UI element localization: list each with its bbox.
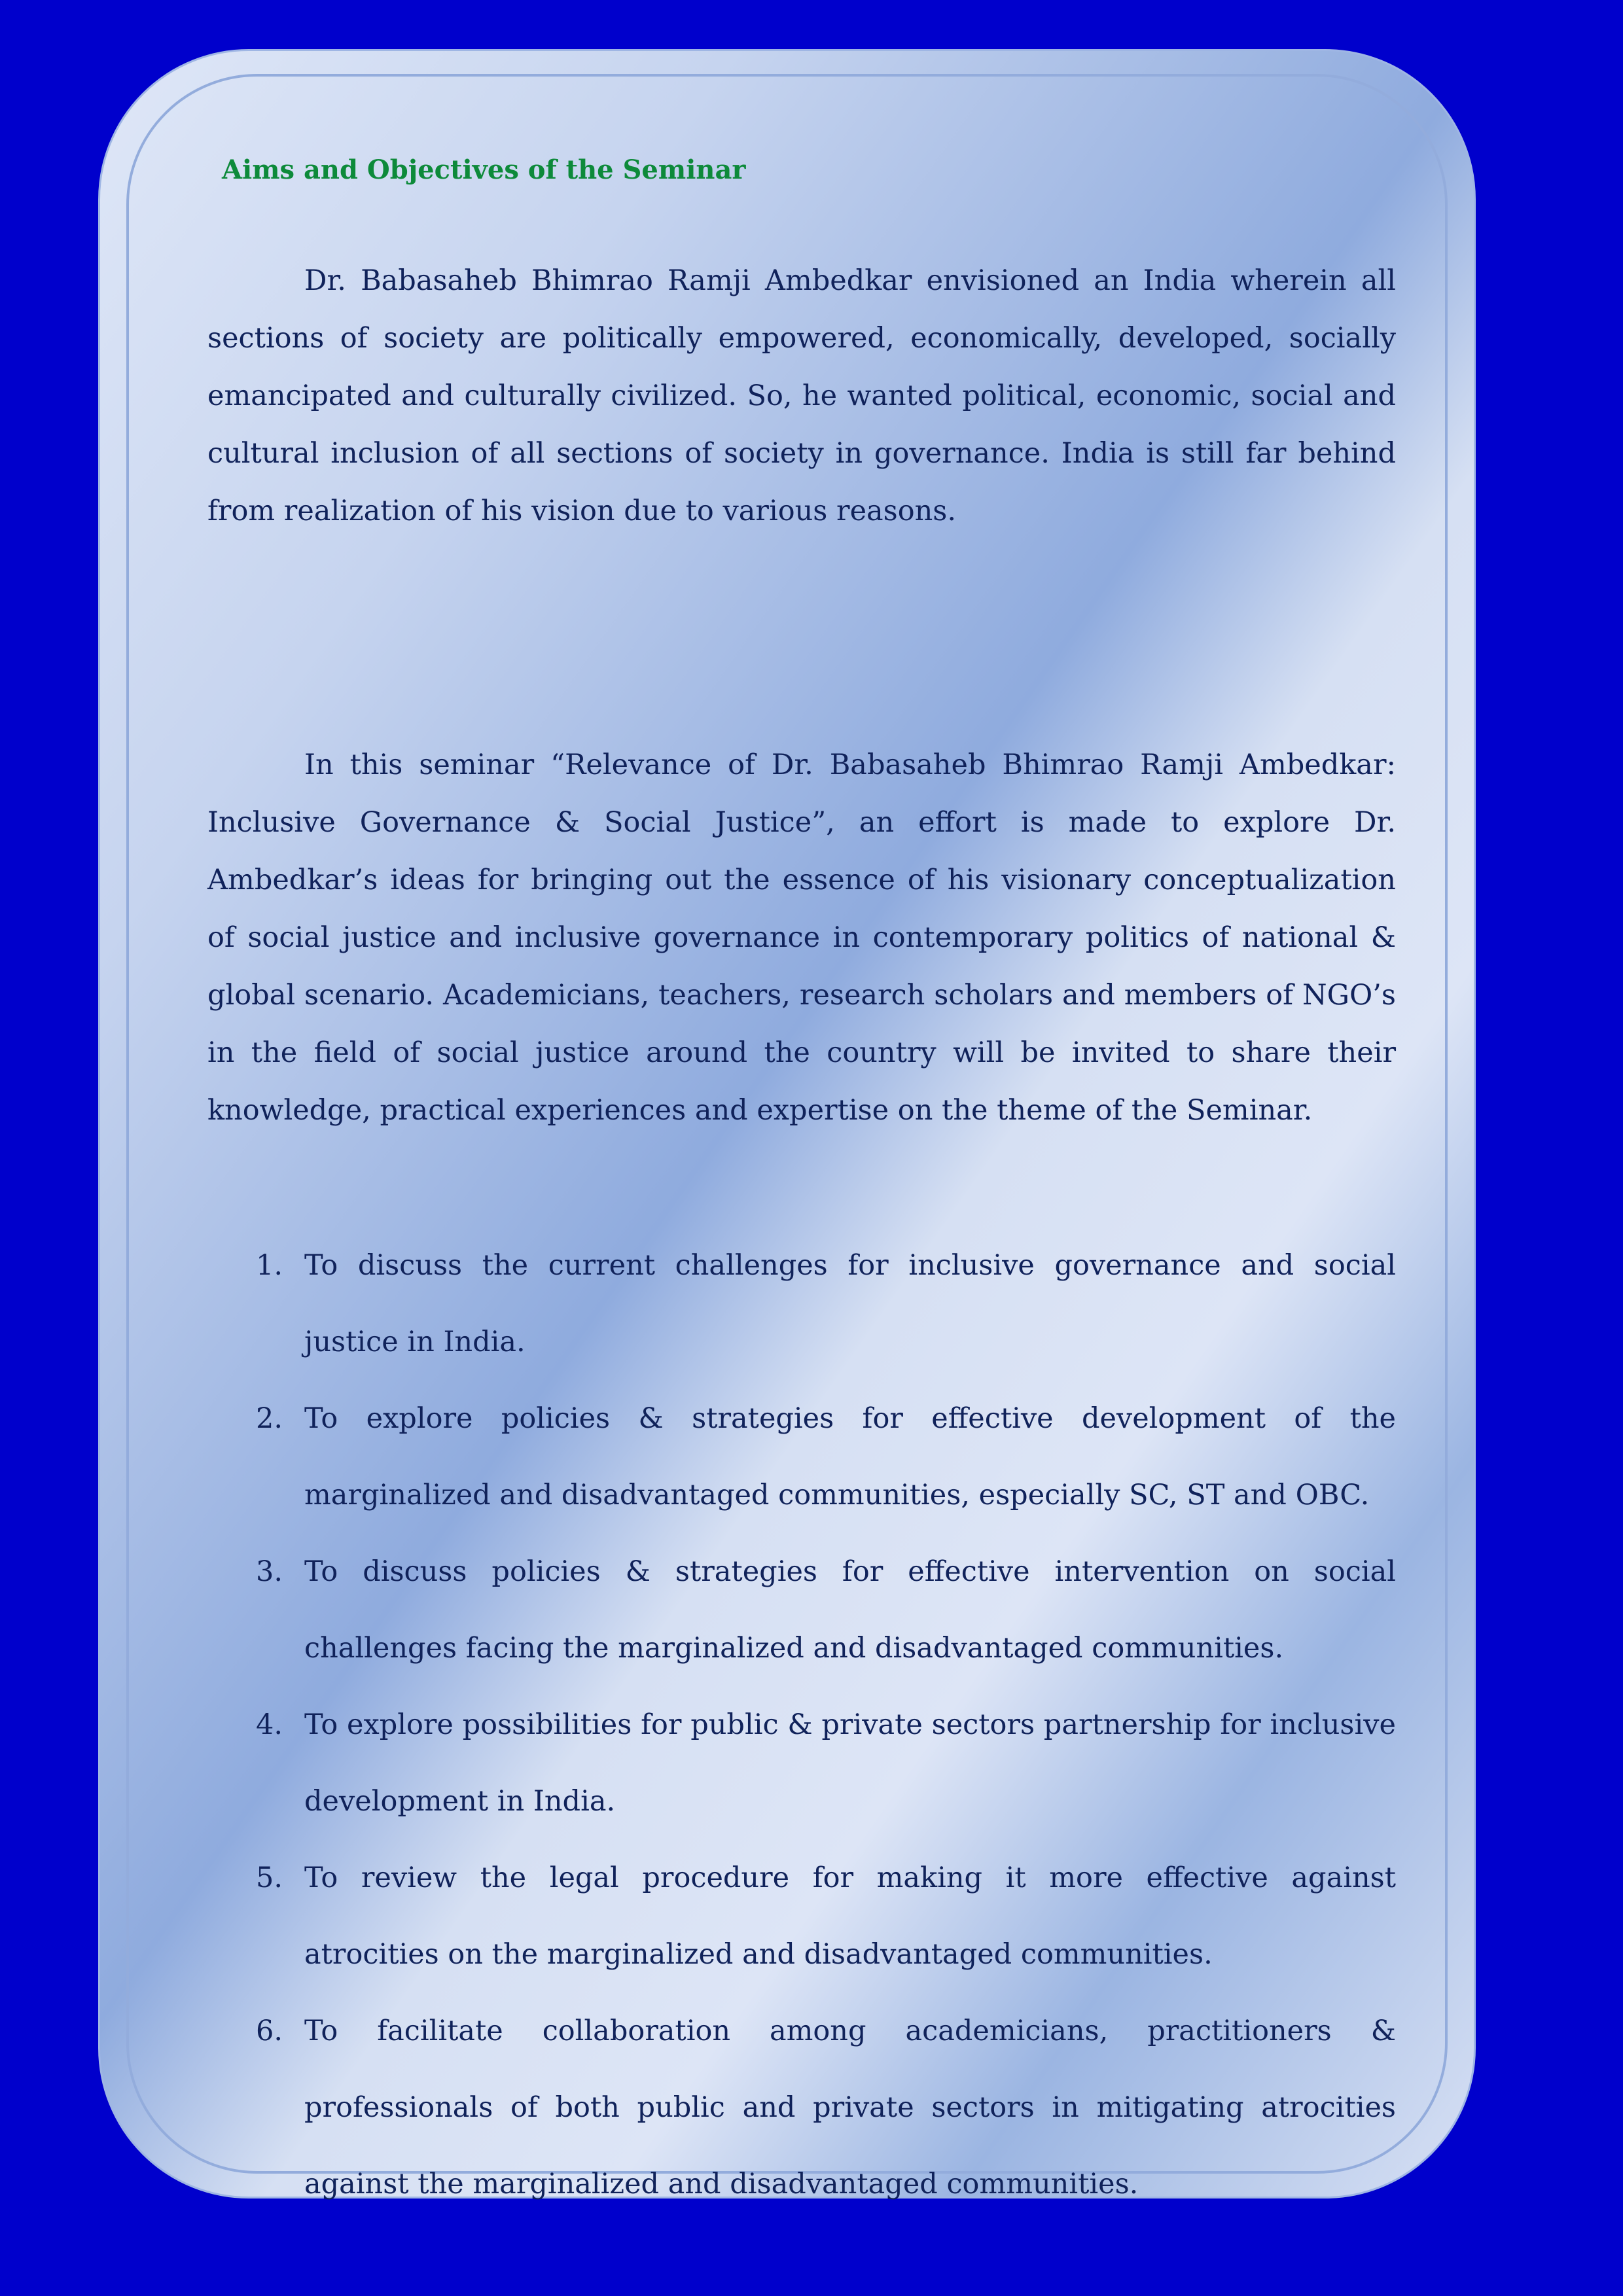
objective-number: 1.	[256, 1249, 283, 1282]
objective-text: To facilitate collaboration among academicians, practitioners & professionals of both public and private sectors in mitigating atrocities against the marginalized and disadvantaged communities.	[304, 2015, 1396, 2200]
objective-item	[207, 1840, 1396, 1993]
objective-item	[207, 1534, 1396, 1687]
objectives-list	[207, 1227, 1396, 2223]
document-heading: Aims and Objectives of the Seminar	[222, 154, 746, 185]
objective-item	[207, 1381, 1396, 1534]
objective-item	[207, 1993, 1396, 2223]
objective-text: To discuss policies & strategies for effective intervention on social challenges facing the marginalized and disadvantaged communities.	[304, 1555, 1396, 1665]
objective-text: To explore policies & strategies for effective development of the marginalized and disadvantaged communities, especially SC, ST and OBC.	[304, 1402, 1396, 1511]
objective-text: To discuss the current challenges for inclusive governance and social justice in India.	[304, 1249, 1396, 1358]
objective-number: 5.	[256, 1862, 283, 1894]
objective-item	[207, 1687, 1396, 1840]
objective-number: 4.	[256, 1708, 283, 1741]
objective-text: To review the legal procedure for making it more effective against atrocities on the marginalized and disadvantaged communities.	[304, 1862, 1396, 1971]
objective-number: 2.	[256, 1402, 283, 1435]
intro-paragraph: Dr. Babasaheb Bhimrao Ramji Ambedkar envisioned an India wherein all sections of society are politically empowered, economically, developed, socially emancipated and culturally civilized. So, he wanted political, economic, social and cultural inclusion of all sections of society in governance. India is still far behind from realization of his vision due to various reasons.	[207, 264, 1396, 527]
objective-number: 3.	[256, 1555, 283, 1588]
objective-text: To explore possibilities for public & private sectors partnership for inclusive development in India.	[304, 1708, 1396, 1818]
objective-number: 6.	[256, 2015, 283, 2047]
seminar-paragraph: In this seminar “Relevance of Dr. Babasaheb Bhimrao Ramji Ambedkar: Inclusive Governance & Social Justice”, an effort is made to explore Dr. Ambedkar’s ideas for bringing out the essence of his visionary conceptualization of social justice and inclusive governance in contemporary politics of national & global scenario. Academicians, teachers, research scholars and members of NGO’s in the field of social justice around the country will be invited to share their knowledge, practical experiences and expertise on the theme of the Seminar.	[207, 749, 1396, 1127]
objective-item	[207, 1227, 1396, 1381]
